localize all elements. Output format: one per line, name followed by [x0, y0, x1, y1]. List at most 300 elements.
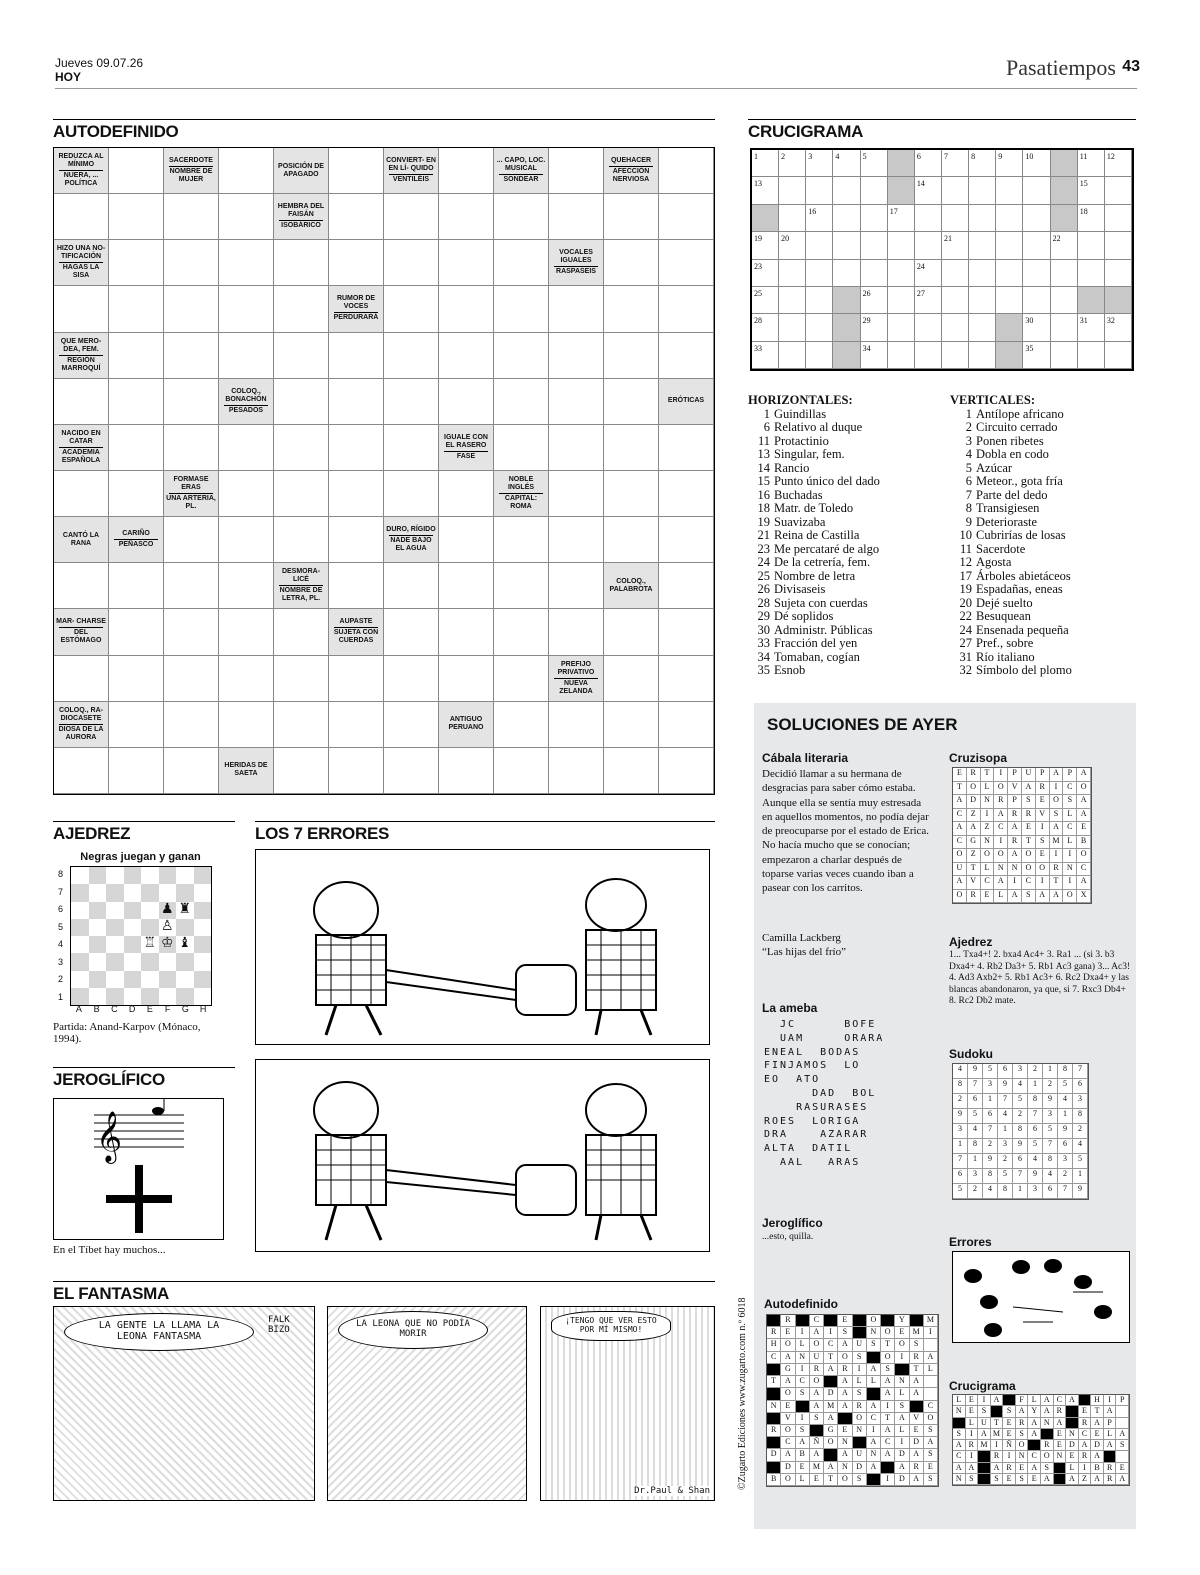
- definition-text: QUE MERO- DEA, FEM.: [60, 337, 102, 353]
- answer-cell[interactable]: [439, 286, 494, 332]
- answer-cell[interactable]: [549, 194, 604, 240]
- crossword-cell[interactable]: [1023, 150, 1050, 177]
- crossword-cell[interactable]: [1023, 260, 1050, 287]
- definition-text: COLOQ., PALABROTA: [609, 577, 653, 593]
- clue-text: Divisaseis: [774, 582, 826, 596]
- definition-text: FORMASE ERAS: [173, 476, 209, 492]
- cell-number: 18: [1079, 206, 1088, 216]
- answer-cell[interactable]: [329, 517, 384, 563]
- cabala-title: Cábala literaria: [762, 751, 849, 765]
- crossword-cell[interactable]: [1078, 314, 1105, 341]
- answer-cell[interactable]: [439, 656, 494, 702]
- crossword-cell[interactable]: [1051, 260, 1078, 287]
- crossword-cell[interactable]: [779, 342, 806, 369]
- crossword-cell[interactable]: [915, 314, 942, 341]
- answer-cell[interactable]: [604, 240, 659, 286]
- solution-cell: T: [1050, 876, 1064, 890]
- answer-cell[interactable]: [109, 609, 164, 655]
- answer-cell[interactable]: [164, 517, 219, 563]
- answer-cell[interactable]: [329, 702, 384, 748]
- answer-cell[interactable]: [329, 240, 384, 286]
- crossword-cell[interactable]: [969, 342, 996, 369]
- chess-square: [71, 902, 89, 919]
- answer-cell[interactable]: [274, 333, 329, 379]
- answer-cell[interactable]: [219, 194, 274, 240]
- solution-cell: O: [1050, 795, 1064, 809]
- solution-cell: H: [767, 1339, 781, 1351]
- answer-cell[interactable]: [439, 240, 494, 286]
- answer-cell[interactable]: [384, 471, 439, 517]
- answer-cell[interactable]: [329, 379, 384, 425]
- answer-cell[interactable]: [494, 240, 549, 286]
- answer-cell[interactable]: [439, 333, 494, 379]
- crossword-cell[interactable]: [1023, 342, 1050, 369]
- definition-text: ERÓTICAS: [667, 397, 705, 405]
- crossword-cell[interactable]: [996, 287, 1023, 314]
- answer-cell[interactable]: [659, 702, 714, 748]
- answer-cell[interactable]: [549, 517, 604, 563]
- cell-number: 9: [998, 152, 1003, 161]
- answer-cell[interactable]: [219, 517, 274, 563]
- solution-cell: A: [1066, 1395, 1079, 1406]
- answer-cell[interactable]: [109, 471, 164, 517]
- crossword-cell[interactable]: [1078, 260, 1105, 287]
- crossword-cell[interactable]: [969, 232, 996, 259]
- answer-cell[interactable]: [494, 425, 549, 471]
- crossword-cell[interactable]: [861, 287, 888, 314]
- answer-cell[interactable]: [384, 563, 439, 609]
- answer-cell[interactable]: [384, 379, 439, 425]
- crossword-cell[interactable]: [969, 287, 996, 314]
- answer-cell[interactable]: [659, 748, 714, 794]
- solution-cell: O: [1022, 849, 1036, 863]
- solution-cell: L: [1063, 809, 1077, 823]
- crossword-cell[interactable]: [1051, 342, 1078, 369]
- answer-cell[interactable]: [274, 517, 329, 563]
- answer-cell[interactable]: [219, 563, 274, 609]
- solution-cell: A: [1016, 1406, 1029, 1417]
- answer-cell[interactable]: [659, 194, 714, 240]
- answer-cell[interactable]: [219, 609, 274, 655]
- crossword-cell[interactable]: [996, 150, 1023, 177]
- answer-cell[interactable]: [164, 333, 219, 379]
- answer-cell[interactable]: [54, 471, 109, 517]
- crossword-cell[interactable]: [861, 232, 888, 259]
- crossword-cell[interactable]: [1105, 177, 1132, 204]
- solution-cell: V: [781, 1413, 795, 1425]
- crossword-cell[interactable]: [861, 205, 888, 232]
- solution-cell: 7: [1058, 1184, 1073, 1199]
- crucigrama-grid[interactable]: [750, 148, 1134, 371]
- answer-cell[interactable]: [659, 286, 714, 332]
- answer-cell[interactable]: [164, 194, 219, 240]
- solution-cell: 5: [1013, 1094, 1028, 1109]
- answer-cell[interactable]: [109, 379, 164, 425]
- answer-cell[interactable]: [494, 563, 549, 609]
- answer-cell[interactable]: [219, 148, 274, 194]
- crossword-cell[interactable]: [806, 287, 833, 314]
- crossword-cell[interactable]: [833, 260, 860, 287]
- answer-cell[interactable]: [549, 333, 604, 379]
- crossword-cell[interactable]: [806, 177, 833, 204]
- crossword-cell[interactable]: [969, 177, 996, 204]
- answer-cell[interactable]: [219, 425, 274, 471]
- answer-cell[interactable]: [329, 333, 384, 379]
- answer-cell[interactable]: [604, 748, 659, 794]
- answer-cell[interactable]: [439, 194, 494, 240]
- crossword-cell[interactable]: [861, 150, 888, 177]
- answer-cell[interactable]: [219, 656, 274, 702]
- solution-cell: A: [867, 1437, 881, 1449]
- answer-cell[interactable]: [549, 425, 604, 471]
- crossword-cell[interactable]: [806, 150, 833, 177]
- answer-cell[interactable]: [494, 379, 549, 425]
- crossword-cell[interactable]: [1105, 205, 1132, 232]
- answer-cell[interactable]: [659, 240, 714, 286]
- answer-cell[interactable]: [604, 609, 659, 655]
- answer-cell[interactable]: [494, 517, 549, 563]
- answer-cell[interactable]: [384, 748, 439, 794]
- answer-cell[interactable]: [164, 748, 219, 794]
- answer-cell[interactable]: [164, 425, 219, 471]
- crossword-cell[interactable]: [861, 260, 888, 287]
- crossword-cell[interactable]: [1078, 177, 1105, 204]
- crossword-cell[interactable]: [752, 287, 779, 314]
- answer-cell[interactable]: [659, 333, 714, 379]
- clue-number: 18: [757, 501, 770, 515]
- autodefinido-grid[interactable]: [53, 147, 715, 795]
- crossword-cell[interactable]: [942, 150, 969, 177]
- answer-cell[interactable]: [164, 702, 219, 748]
- crossword-cell[interactable]: [915, 232, 942, 259]
- answer-cell[interactable]: [659, 425, 714, 471]
- crossword-cell[interactable]: [1105, 314, 1132, 341]
- clue-text: De la cetrería, fem.: [774, 555, 871, 569]
- answer-cell[interactable]: [109, 148, 164, 194]
- answer-cell[interactable]: [549, 148, 604, 194]
- answer-cell[interactable]: [274, 656, 329, 702]
- crossword-cell[interactable]: [1023, 177, 1050, 204]
- answer-cell[interactable]: [604, 702, 659, 748]
- crossword-cell[interactable]: [1078, 150, 1105, 177]
- crossword-cell[interactable]: [969, 260, 996, 287]
- answer-cell[interactable]: [109, 333, 164, 379]
- definition-text: ANTIGUO PERUANO: [448, 716, 484, 732]
- definition-text: PESADOS: [228, 406, 264, 414]
- answer-cell[interactable]: [274, 240, 329, 286]
- answer-cell[interactable]: [604, 425, 659, 471]
- answer-cell[interactable]: [494, 333, 549, 379]
- solution-cell: A: [1079, 1440, 1092, 1451]
- answer-cell[interactable]: [329, 471, 384, 517]
- crossword-cell[interactable]: [996, 232, 1023, 259]
- answer-cell[interactable]: [549, 609, 604, 655]
- crossword-cell[interactable]: [779, 150, 806, 177]
- ajedrez-sol-text: 1... Txa4+! 2. bxa4 Ac4+ 3. Ra1 ... (si 3. b3 Dxa4+ 4. Rb2 Da3+ 5. Rb1 Ac3 gana) 3... Ac3! 4. Ad3 Axb2+ 5. Rb1 Ac3+ 6. Rc2 Dxa4+ y las blancas abandonaron, ya que, si 7. Rxc3 Db4+ 8. Rc2 Db2 mate.: [949, 950, 1131, 1006]
- chess-square: [106, 902, 124, 919]
- crossword-cell[interactable]: [752, 260, 779, 287]
- clue-text: Transigiesen: [976, 501, 1040, 515]
- crossword-cell[interactable]: [1078, 232, 1105, 259]
- crossword-cell[interactable]: [915, 342, 942, 369]
- answer-cell[interactable]: [274, 748, 329, 794]
- crossword-cell[interactable]: [942, 314, 969, 341]
- answer-cell[interactable]: [549, 563, 604, 609]
- crossword-cell[interactable]: [996, 205, 1023, 232]
- answer-cell[interactable]: [659, 471, 714, 517]
- crossword-cell[interactable]: [969, 205, 996, 232]
- answer-cell[interactable]: [54, 656, 109, 702]
- solution-cell: A: [867, 1364, 881, 1376]
- answer-cell[interactable]: [164, 609, 219, 655]
- crossword-cell[interactable]: [888, 232, 915, 259]
- answer-cell[interactable]: [494, 609, 549, 655]
- crossword-cell[interactable]: [1105, 342, 1132, 369]
- answer-cell[interactable]: [494, 702, 549, 748]
- crossword-cell[interactable]: [942, 177, 969, 204]
- crossword-cell[interactable]: [915, 177, 942, 204]
- crossword-cell[interactable]: [942, 205, 969, 232]
- black-cell: [1051, 150, 1078, 177]
- crossword-cell[interactable]: [752, 342, 779, 369]
- answer-cell[interactable]: [384, 656, 439, 702]
- answer-cell[interactable]: [384, 240, 439, 286]
- answer-cell[interactable]: [329, 656, 384, 702]
- answer-cell[interactable]: [384, 425, 439, 471]
- crossword-cell[interactable]: [1078, 205, 1105, 232]
- answer-cell[interactable]: [384, 286, 439, 332]
- answer-cell[interactable]: [164, 656, 219, 702]
- crossword-cell[interactable]: [861, 314, 888, 341]
- answer-cell[interactable]: [109, 656, 164, 702]
- solution-cell: E: [1028, 1474, 1041, 1485]
- answer-cell[interactable]: [384, 333, 439, 379]
- crossword-cell[interactable]: [915, 150, 942, 177]
- solution-cell: V: [967, 876, 981, 890]
- crossword-cell[interactable]: [779, 205, 806, 232]
- answer-cell[interactable]: [494, 656, 549, 702]
- solution-cell: D: [767, 1449, 781, 1461]
- solution-cell: 4: [1058, 1094, 1073, 1109]
- answer-cell[interactable]: [439, 517, 494, 563]
- solution-cell: V: [910, 1413, 924, 1425]
- definition-text: DEL ESTÓMAGO: [60, 629, 102, 645]
- answer-cell[interactable]: [604, 286, 659, 332]
- crossword-cell[interactable]: [1105, 150, 1132, 177]
- answer-cell[interactable]: [109, 702, 164, 748]
- crossword-cell[interactable]: [942, 342, 969, 369]
- answer-cell[interactable]: [219, 240, 274, 286]
- answer-cell[interactable]: [384, 609, 439, 655]
- definition-text: POSICIÓN DE APAGADO: [278, 162, 324, 178]
- crossword-cell[interactable]: [752, 177, 779, 204]
- solution-cell: C: [810, 1315, 824, 1327]
- answer-cell[interactable]: [219, 333, 274, 379]
- solution-cell: 8: [998, 1184, 1013, 1199]
- answer-cell[interactable]: [274, 379, 329, 425]
- answer-cell[interactable]: [54, 748, 109, 794]
- crossword-cell[interactable]: [806, 232, 833, 259]
- answer-cell[interactable]: [109, 240, 164, 286]
- crossword-cell[interactable]: [996, 177, 1023, 204]
- crossword-cell[interactable]: [915, 260, 942, 287]
- answer-cell[interactable]: [384, 702, 439, 748]
- crossword-cell[interactable]: [806, 260, 833, 287]
- crossword-cell[interactable]: [1023, 232, 1050, 259]
- answer-cell[interactable]: [219, 471, 274, 517]
- crossword-cell[interactable]: [1105, 260, 1132, 287]
- solution-cell: Z: [967, 849, 981, 863]
- crossword-cell[interactable]: [888, 314, 915, 341]
- crossword-cell[interactable]: [806, 342, 833, 369]
- cell-number: 22: [1052, 234, 1061, 244]
- answer-cell[interactable]: [164, 379, 219, 425]
- answer-cell[interactable]: [604, 517, 659, 563]
- crossword-cell[interactable]: [1023, 205, 1050, 232]
- solution-cell: 1: [953, 1139, 968, 1154]
- crossword-cell[interactable]: [942, 287, 969, 314]
- answer-cell[interactable]: [54, 286, 109, 332]
- solution-cell: 6: [1043, 1184, 1058, 1199]
- solution-cell: R: [1003, 1463, 1016, 1474]
- answer-cell[interactable]: [274, 425, 329, 471]
- answer-cell[interactable]: [604, 471, 659, 517]
- crossword-cell[interactable]: [888, 205, 915, 232]
- solution-cell: L: [895, 1388, 909, 1400]
- answer-cell[interactable]: [494, 286, 549, 332]
- crossword-cell[interactable]: [1051, 314, 1078, 341]
- crossword-cell[interactable]: [888, 342, 915, 369]
- crossword-cell[interactable]: [1051, 287, 1078, 314]
- ameba-line: JC BOFE: [764, 1019, 877, 1030]
- answer-cell[interactable]: [439, 748, 494, 794]
- answer-cell[interactable]: [164, 286, 219, 332]
- crossword-cell[interactable]: [779, 314, 806, 341]
- answer-cell[interactable]: [109, 425, 164, 471]
- answer-cell[interactable]: [494, 748, 549, 794]
- crossword-cell[interactable]: [752, 150, 779, 177]
- crossword-cell[interactable]: [752, 314, 779, 341]
- answer-cell[interactable]: [274, 609, 329, 655]
- answer-cell[interactable]: [329, 148, 384, 194]
- answer-cell[interactable]: [109, 748, 164, 794]
- crossword-cell[interactable]: [888, 260, 915, 287]
- crossword-cell[interactable]: [1078, 342, 1105, 369]
- crossword-cell[interactable]: [806, 314, 833, 341]
- crossword-cell[interactable]: [806, 205, 833, 232]
- answer-cell[interactable]: [604, 656, 659, 702]
- crossword-cell[interactable]: [915, 287, 942, 314]
- definition-cell: [54, 425, 109, 471]
- answer-cell[interactable]: [219, 702, 274, 748]
- answer-cell[interactable]: [549, 286, 604, 332]
- answer-cell[interactable]: [439, 379, 494, 425]
- answer-cell[interactable]: [384, 194, 439, 240]
- answer-cell[interactable]: [659, 517, 714, 563]
- answer-cell[interactable]: [274, 286, 329, 332]
- answer-cell[interactable]: [659, 656, 714, 702]
- answer-cell[interactable]: [109, 286, 164, 332]
- definition-cell: [54, 333, 109, 379]
- definition-cell: [274, 148, 329, 194]
- answer-cell[interactable]: [329, 748, 384, 794]
- solution-cell: A: [910, 1388, 924, 1400]
- answer-cell[interactable]: [164, 240, 219, 286]
- answer-cell[interactable]: [54, 379, 109, 425]
- crossword-cell[interactable]: [915, 205, 942, 232]
- answer-cell[interactable]: [54, 563, 109, 609]
- answer-cell[interactable]: [549, 379, 604, 425]
- answer-cell[interactable]: [494, 194, 549, 240]
- answer-cell[interactable]: [329, 194, 384, 240]
- answer-cell[interactable]: [604, 333, 659, 379]
- crossword-cell[interactable]: [833, 232, 860, 259]
- crossword-cell[interactable]: [1023, 314, 1050, 341]
- answer-cell[interactable]: [109, 563, 164, 609]
- answer-cell[interactable]: [659, 609, 714, 655]
- crossword-cell[interactable]: [942, 260, 969, 287]
- answer-cell[interactable]: [219, 286, 274, 332]
- answer-cell[interactable]: [329, 425, 384, 471]
- answer-cell[interactable]: [659, 563, 714, 609]
- answer-cell[interactable]: [439, 563, 494, 609]
- answer-cell[interactable]: [439, 471, 494, 517]
- chess-square: [141, 867, 159, 884]
- crossword-cell[interactable]: [861, 177, 888, 204]
- crossword-cell[interactable]: [833, 150, 860, 177]
- crossword-cell[interactable]: [888, 287, 915, 314]
- crossword-cell[interactable]: [969, 314, 996, 341]
- solution-cell: A: [895, 1462, 909, 1474]
- crossword-cell[interactable]: [833, 177, 860, 204]
- answer-cell[interactable]: [604, 379, 659, 425]
- crossword-cell[interactable]: [861, 342, 888, 369]
- crossword-cell[interactable]: [779, 177, 806, 204]
- crossword-cell[interactable]: [779, 260, 806, 287]
- crossword-cell[interactable]: [996, 260, 1023, 287]
- answer-cell[interactable]: [549, 748, 604, 794]
- answer-cell[interactable]: [604, 194, 659, 240]
- answer-cell[interactable]: [549, 702, 604, 748]
- solution-cell: A: [810, 1327, 824, 1339]
- black-cell: [978, 1474, 991, 1485]
- solution-cell: O: [1022, 863, 1036, 877]
- solution-cell: R: [767, 1327, 781, 1339]
- answer-cell[interactable]: [164, 563, 219, 609]
- answer-cell[interactable]: [329, 563, 384, 609]
- answer-cell[interactable]: [549, 471, 604, 517]
- answer-cell[interactable]: [54, 194, 109, 240]
- crossword-cell[interactable]: [833, 205, 860, 232]
- answer-cell[interactable]: [274, 471, 329, 517]
- crossword-cell[interactable]: [1023, 287, 1050, 314]
- solution-cell: A: [867, 1401, 881, 1413]
- solution-cell: A: [1077, 768, 1091, 782]
- answer-cell[interactable]: [109, 194, 164, 240]
- answer-cell[interactable]: [659, 148, 714, 194]
- crossword-cell[interactable]: [1105, 232, 1132, 259]
- crossword-cell[interactable]: [779, 287, 806, 314]
- crossword-cell[interactable]: [969, 150, 996, 177]
- answer-cell[interactable]: [439, 609, 494, 655]
- answer-cell[interactable]: [274, 702, 329, 748]
- ajedrez-source: Partida: Anand-Karpov (Mónaco, 1994).: [53, 1021, 201, 1045]
- crossword-cell[interactable]: [752, 232, 779, 259]
- crossword-cell[interactable]: [1051, 232, 1078, 259]
- crossword-cell[interactable]: [779, 232, 806, 259]
- crossword-cell[interactable]: [942, 232, 969, 259]
- answer-cell[interactable]: [439, 148, 494, 194]
